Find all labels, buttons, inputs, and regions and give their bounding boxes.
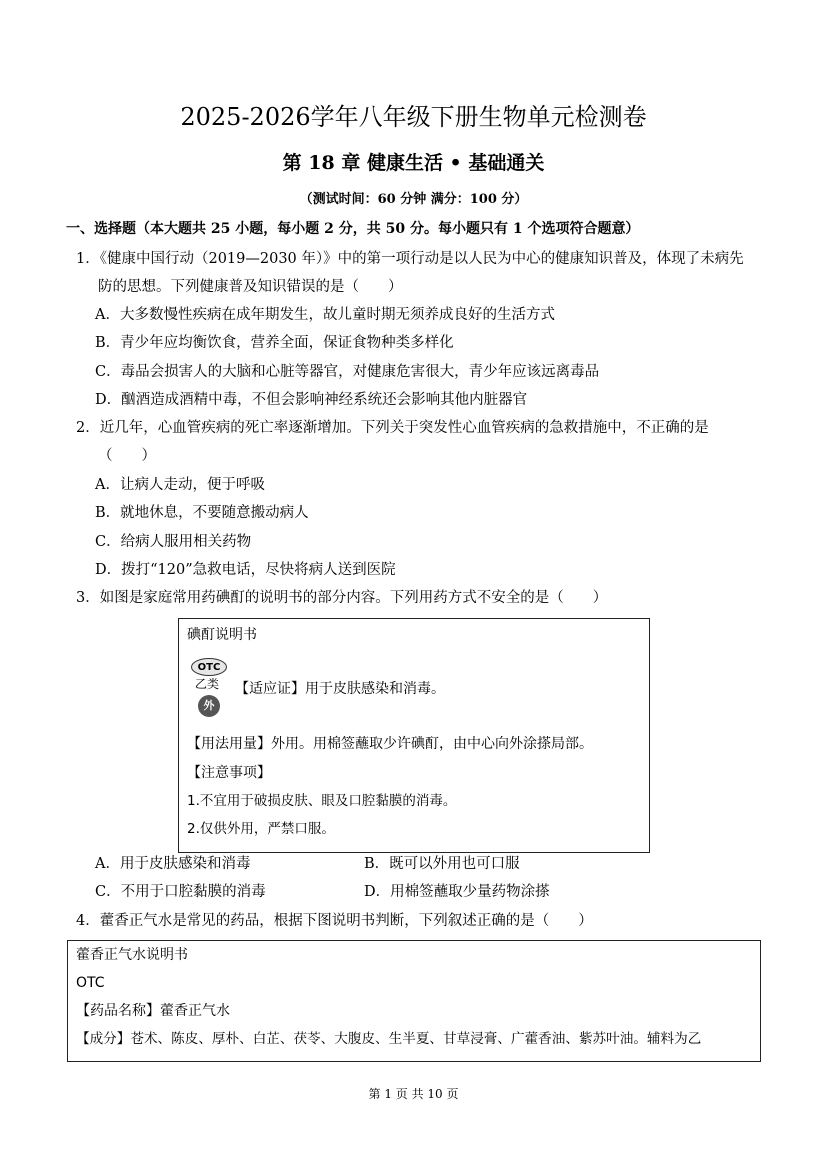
leaflet-usage: 【用法用量】外用。用棉签蘸取少许碘酊，由中心向外涂搽局部。 [187,736,593,752]
page-number: 第 1 页 共 10 页 [368,1087,459,1101]
question-3-option-a[interactable]: A．用于皮肤感染和消毒 [95,856,251,872]
leaflet-note-2: 2.仅供外用，严禁口服。 [187,821,335,837]
leaflet-notes-title: 【注意事项】 [187,765,271,781]
question-2-option-a[interactable]: A．让病人走动，便于呼吸 [95,477,265,493]
exam-timing: （测试时间：60 分钟 满分：100 分） [299,192,528,207]
question-2-option-b[interactable]: B．就地休息，不要随意搬动病人 [95,505,309,521]
question-3-option-b[interactable]: B．既可以外用也可口服 [364,856,520,872]
leaflet-otc: OTC [76,975,105,991]
question-4-text: 4．藿香正气水是常见的药品，根据下图说明书判断，下列叙述正确的是（ ） [76,913,593,929]
leaflet-title: 藿香正气水说明书 [76,947,188,963]
external-use-icon: 外 [198,695,220,717]
category-b-label: 乙类 [195,677,220,691]
question-1-text: 1．《健康中国行动（2019—2030 年）》中的第一项行动是以人民为中心的健康知识普及，体现了未病先 [76,251,744,267]
huoxiang-leaflet [67,940,761,1062]
section-heading: 一、选择题（本大题共 25 小题，每小题 2 分，共 50 分。每小题只有 1 个选项符合题意） [66,221,640,237]
question-1-option-c[interactable]: C．毒品会损害人的大脑和心脏等器官，对健康危害很大，青少年应该远离毒品 [95,364,600,380]
leaflet-title: 碘酊说明书 [187,627,257,643]
otc-badge-icon: OTC [191,658,227,676]
question-1-option-a[interactable]: A．大多数慢性疾病在成年期发生，故儿童时期无须养成良好的生活方式 [95,307,555,323]
page-title: 2025-2026学年八年级下册生物单元检测卷 [180,103,647,131]
leaflet-indication: 【适应证】用于皮肤感染和消毒。 [235,681,445,697]
question-3-option-c[interactable]: C．不用于口腔黏膜的消毒 [95,884,266,900]
leaflet-drug-name: 【药品名称】藿香正气水 [76,1003,230,1019]
question-3-option-d[interactable]: D．用棉签蘸取少量药物涂搽 [364,884,550,900]
question-2-option-d[interactable]: D．拨打“120”急救电话，尽快将病人送到医院 [95,562,396,578]
chapter-subtitle: 第 18 章 健康生活 • 基础通关 [282,152,545,174]
question-2-option-c[interactable]: C．给病人服用相关药物 [95,534,252,550]
question-1-option-b[interactable]: B．青少年应均衡饮食，营养全面，保证食物种类多样化 [95,335,454,351]
leaflet-ingredients: 【成分】苍术、陈皮、厚朴、白芷、茯苓、大腹皮、生半夏、甘草浸膏、广藿香油、紫苏叶油。辅料为乙 [76,1031,702,1047]
iodine-tincture-leaflet [178,618,650,853]
question-2-text: 2．近几年，心血管疾病的死亡率逐渐增加。下列关于突发性心血管疾病的急救措施中，不正确的是 [76,420,709,436]
question-2-text-cont: （ ） [98,448,156,464]
leaflet-note-1: 1.不宜用于破损皮肤、眼及口腔黏膜的消毒。 [187,793,457,809]
question-3-text: 3．如图是家庭常用药碘酊的说明书的部分内容。下列用药方式不安全的是（ ） [76,590,608,606]
question-1-option-d[interactable]: D．酗酒造成酒精中毒，不但会影响神经系统还会影响其他内脏器官 [95,392,528,408]
question-1-text-cont: 防的思想。下列健康普及知识错误的是（ ） [98,279,403,295]
